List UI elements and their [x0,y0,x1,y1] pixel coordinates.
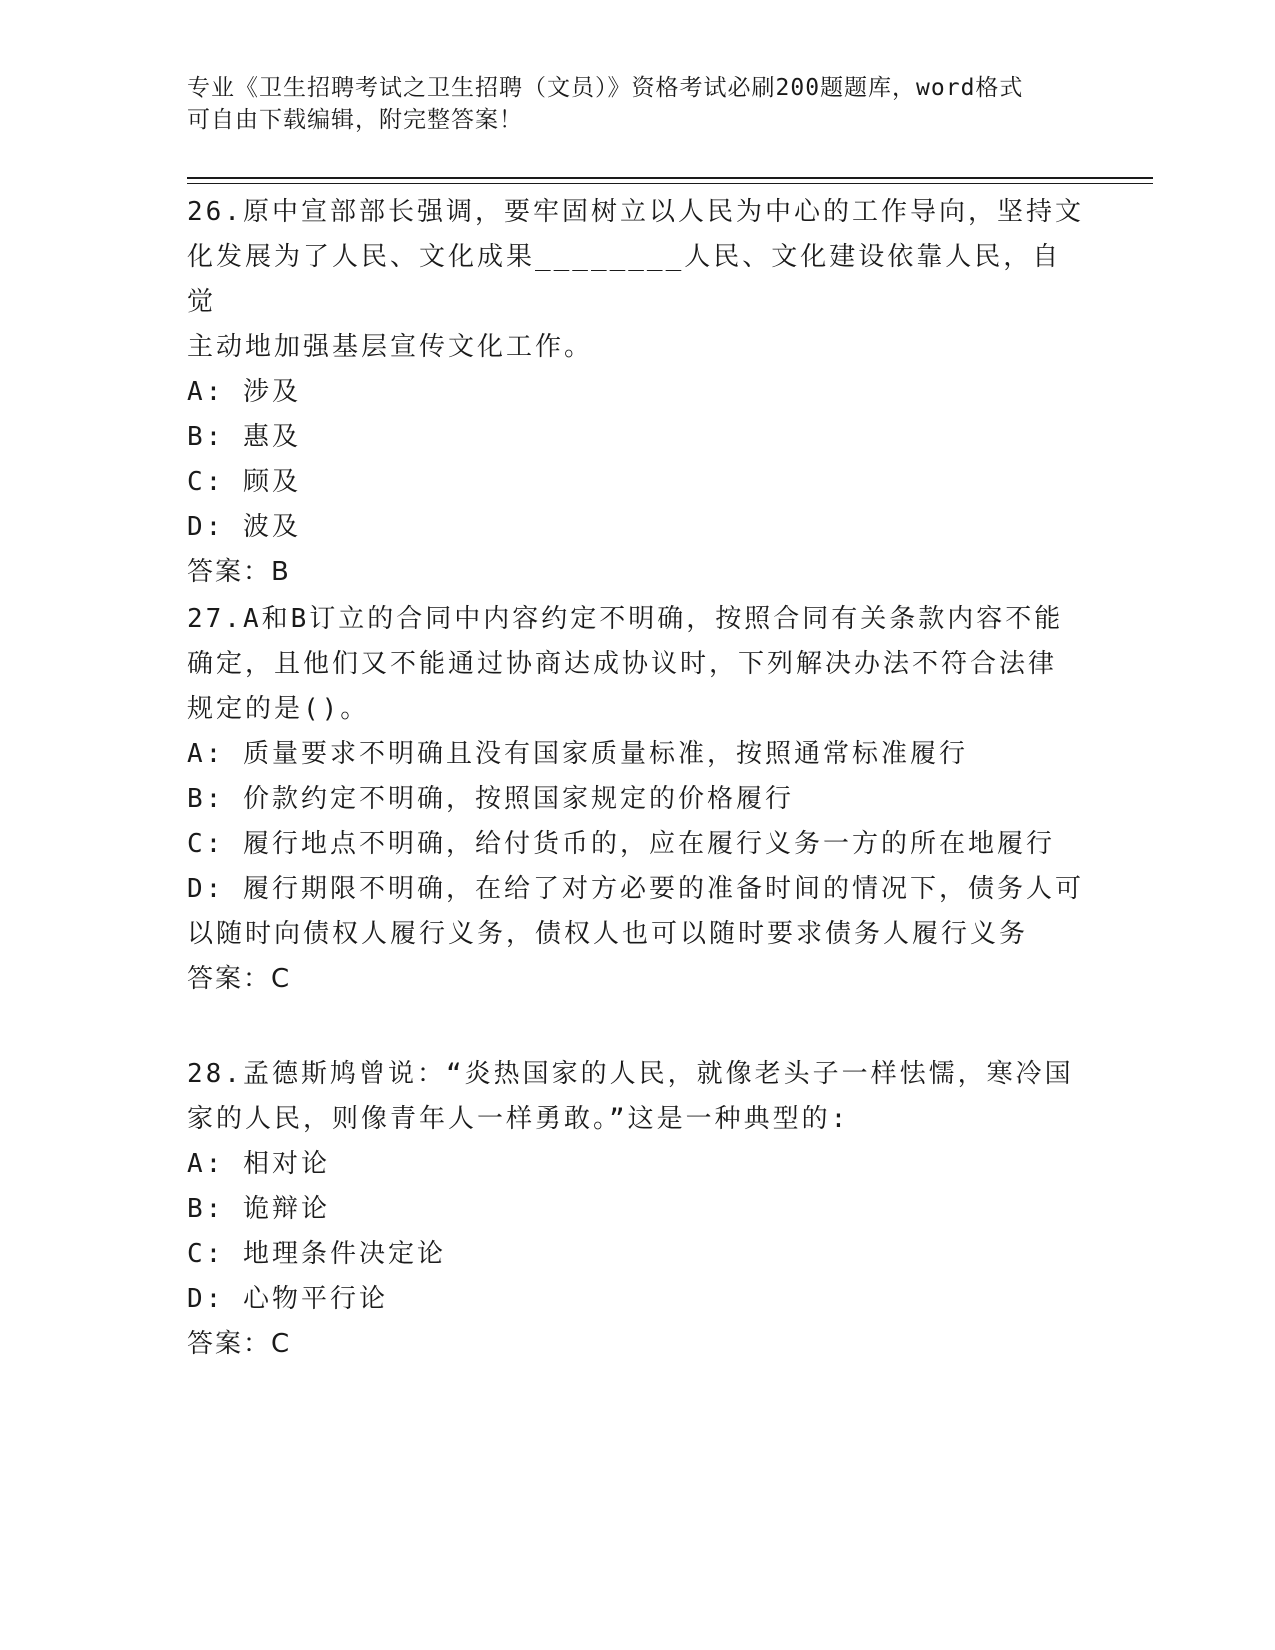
stem-line: 27.A和B订立的合同中内容约定不明确，按照合同有关条款内容不能 [187,604,1064,634]
option-a: A: 涉及 [187,377,301,407]
answer-line: 答案：C [187,1329,292,1359]
option-d-continued: 以随时向债权人履行义务，债权人也可以随时要求债务人履行义务 [187,919,1029,949]
option-a: A: 质量要求不明确且没有国家质量标准，按照通常标准履行 [187,739,968,769]
stem-line: 26.原中宣部部长强调，要牢固树立以人民为中心的工作导向，坚持文 [187,197,1084,227]
stem-line: 确定，且他们又不能通过协商达成协议时，下列解决办法不符合法律 [187,649,1058,679]
option-b: B: 诡辩论 [187,1194,330,1224]
header-divider-thick [187,177,1153,179]
question-26 [187,190,1087,595]
answer-line: 答案：C [187,964,292,994]
option-c: C: 地理条件决定论 [187,1239,446,1269]
stem-line: 规定的是()。 [187,694,370,724]
option-c: C: 顾及 [187,467,301,497]
stem-line: 家的人民，则像青年人一样勇敢。”这是一种典型的: [187,1104,850,1134]
header-line-2: 可自由下载编辑，附完整答案！ [187,107,523,133]
option-d: D: 心物平行论 [187,1284,388,1314]
stem-line: 化发展为了人民、文化成果________人民、文化建设依靠人民，自觉 [187,242,1062,317]
header-divider-thin [187,183,1153,184]
option-c: C: 履行地点不明确，给付货币的，应在履行义务一方的所在地履行 [187,829,1055,859]
stem-line: 主动地加强基层宣传文化工作。 [187,332,594,362]
document-header [187,72,1067,136]
option-b: B: 惠及 [187,422,301,452]
question-stem [187,1052,1087,1142]
option-d: D: 履行期限不明确，在给了对方必要的准备时间的情况下，债务人可 [187,874,1084,904]
header-line-1: 专业《卫生招聘考试之卫生招聘（文员）》资格考试必刷200题题库，word格式 [187,75,1024,101]
question-27 [187,597,1087,1002]
stem-line: 28.孟德斯鸠曾说：“炎热国家的人民，就像老头子一样怯懦，寒冷国 [187,1059,1074,1089]
option-d: D: 波及 [187,512,301,542]
option-a: A: 相对论 [187,1149,330,1179]
question-stem [187,190,1087,370]
answer-line: 答案：B [187,557,291,587]
question-stem [187,597,1087,732]
question-28 [187,1052,1087,1367]
option-b: B: 价款约定不明确，按照国家规定的价格履行 [187,784,794,814]
